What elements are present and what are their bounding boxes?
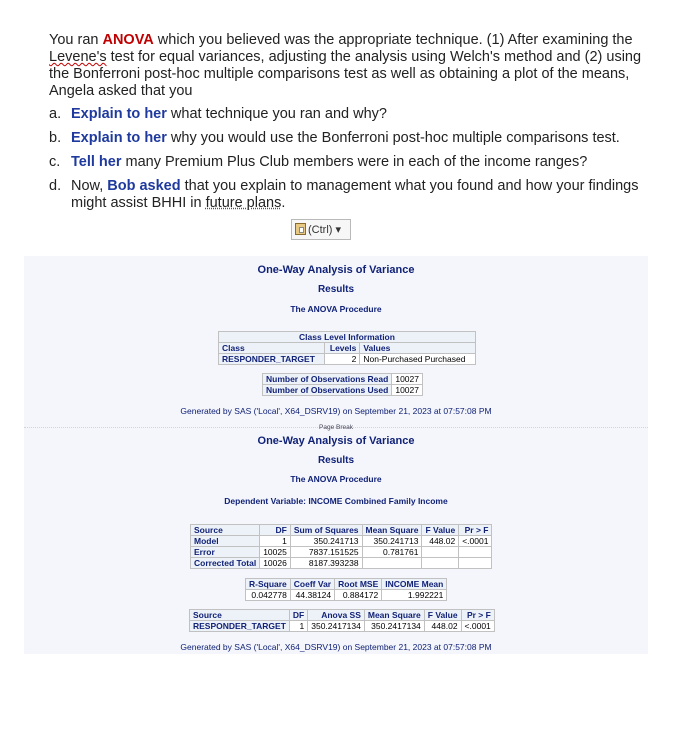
levene-word: Levene's [49, 49, 107, 65]
table-row [263, 385, 423, 396]
page1-subtitle: Results [317, 284, 355, 295]
cell-value: 350.241713 [290, 536, 362, 547]
table-row [263, 374, 423, 385]
cell-value: 10026 [260, 558, 291, 569]
cell-value: 350.2417134 [364, 621, 424, 632]
class-levels: 2 [324, 354, 359, 365]
cell-value [422, 558, 459, 569]
obs-value: 10027 [392, 374, 423, 385]
col-header: Pr > F [461, 610, 494, 621]
page1-title: One-Way Analysis of Variance [257, 264, 415, 276]
list-item [49, 154, 649, 171]
item-lead: Bob asked [107, 178, 181, 194]
item-text: that you explain to management what you found and how your findings might assist BHHI in [71, 178, 639, 211]
page2-generated-note: Generated by SAS ('Local', X64_DSRV19) on September 21, 2023 at 07:57:08 PM [180, 642, 492, 652]
list-item [49, 178, 649, 212]
row-source: Model [191, 536, 260, 547]
col-header: Class [219, 343, 325, 354]
row-source: Error [191, 547, 260, 558]
cell-value: 44.38124 [290, 590, 334, 601]
clipboard-icon [295, 223, 306, 235]
cell-value: 448.02 [422, 536, 459, 547]
obs-value: 10027 [392, 385, 423, 396]
col-header: Values [360, 343, 476, 354]
list-item [49, 130, 649, 147]
col-header: INCOME Mean [382, 579, 447, 590]
table-row [191, 558, 492, 569]
page2-title: One-Way Analysis of Variance [257, 435, 415, 447]
table-row [191, 547, 492, 558]
cell-value: 350.2417134 [308, 621, 365, 632]
list-marker: a. [49, 106, 62, 122]
item-text: many Premium Plus Club members were in each of the income ranges? [121, 154, 588, 170]
item-text: Now, [71, 178, 108, 194]
page1-generated-note: Generated by SAS ('Local', X64_DSRV19) on September 21, 2023 at 07:57:08 PM [180, 406, 492, 416]
col-header: Pr > F [459, 525, 492, 536]
intro-paragraph [49, 32, 649, 100]
col-header: Mean Square [362, 525, 422, 536]
col-header: Anova SS [308, 610, 365, 621]
item-text: . [281, 195, 286, 211]
intro-text: You ran [49, 32, 103, 48]
cell-value: 8187.393238 [290, 558, 362, 569]
list-item [49, 106, 649, 123]
item-text: what technique you ran and why? [166, 106, 387, 122]
list-marker: c. [49, 154, 61, 170]
type3-anova-table [189, 609, 495, 632]
list-marker: b. [49, 130, 62, 146]
row-source: Corrected Total [191, 558, 260, 569]
col-header: Sum of Squares [290, 525, 362, 536]
item-text: future plans [205, 195, 282, 211]
table-row [246, 590, 447, 601]
item-lead: Tell her [71, 154, 122, 170]
cell-value: 350.241713 [362, 536, 422, 547]
cell-value: 1.992221 [382, 590, 447, 601]
item-lead: Explain to her [71, 130, 167, 146]
col-header: Levels [324, 343, 359, 354]
class-level-table [218, 331, 476, 365]
obs-label: Number of Observations Used [263, 385, 392, 396]
cell-value: 10025 [260, 547, 291, 558]
sas-output [24, 256, 648, 654]
cell-value: 0.042778 [246, 590, 291, 601]
paste-options-button[interactable] [291, 219, 351, 240]
cell-value: <.0001 [459, 536, 492, 547]
item-lead: Explain to her [71, 106, 167, 122]
row-source: RESPONDER_TARGET [190, 621, 290, 632]
page-break-label: Page Break [319, 424, 353, 431]
cell-value: 1 [260, 536, 291, 547]
intro-text: which you believed was the appropriate technique. (1) After examining the [153, 32, 633, 48]
fit-statistics-table [245, 578, 447, 601]
observations-table [262, 373, 423, 396]
cell-value: <.0001 [461, 621, 494, 632]
col-header: R-Square [246, 579, 291, 590]
page2-procedure: The ANOVA Procedure [290, 474, 382, 484]
col-header: Coeff Var [290, 579, 334, 590]
col-header: Source [190, 610, 290, 621]
anova-table [190, 524, 492, 569]
page1-procedure: The ANOVA Procedure [290, 304, 382, 314]
anova-keyword: ANOVA [102, 32, 154, 48]
chevron-down-icon: ▾ [335, 224, 342, 236]
col-header: F Value [424, 610, 461, 621]
intro-text: test for equal variances, adjusting the analysis using Welch's method and (2) using the Bonferroni post-hoc multiple comparisons test as well as obtaining a plot of the means, Angela asked that you [49, 49, 642, 99]
question-text [49, 32, 649, 219]
obs-label: Number of Observations Read [263, 374, 392, 385]
cell-value [362, 558, 422, 569]
cell-value [422, 547, 459, 558]
col-header: Root MSE [335, 579, 382, 590]
table-row [190, 621, 495, 632]
question-list [49, 106, 649, 212]
col-header: DF [289, 610, 307, 621]
page2-subtitle: Results [317, 455, 355, 466]
cell-value [459, 547, 492, 558]
col-header: DF [260, 525, 291, 536]
table-row [191, 536, 492, 547]
list-marker: d. [49, 178, 62, 194]
dependent-variable: Dependent Variable: INCOME Combined Family Income [224, 496, 448, 506]
cell-value: 448.02 [424, 621, 461, 632]
class-name: RESPONDER_TARGET [219, 354, 325, 365]
class-table-caption: Class Level Information [219, 332, 476, 343]
cell-value: 0.781761 [362, 547, 422, 558]
cell-value: 7837.151525 [290, 547, 362, 558]
col-header: Source [191, 525, 260, 536]
class-values: Non-Purchased Purchased [360, 354, 476, 365]
cell-value [459, 558, 492, 569]
item-text: why you would use the Bonferroni post-hoc multiple comparisons test. [166, 130, 620, 146]
cell-value: 0.884172 [335, 590, 382, 601]
col-header: F Value [422, 525, 459, 536]
col-header: Mean Square [364, 610, 424, 621]
paste-options-label: (Ctrl) [308, 224, 333, 236]
cell-value: 1 [289, 621, 307, 632]
